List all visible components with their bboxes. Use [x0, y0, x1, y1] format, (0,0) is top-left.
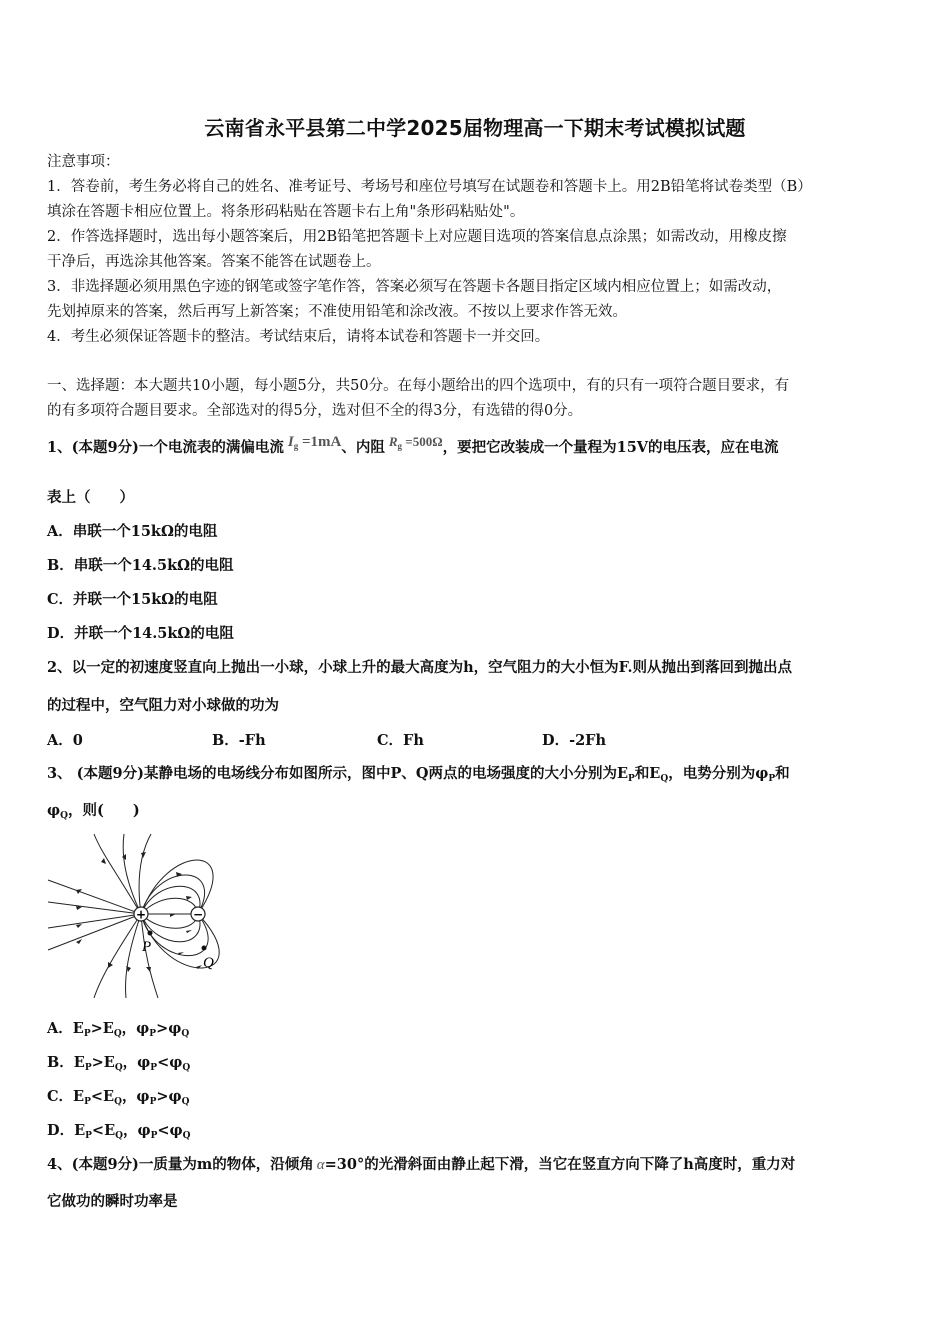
- opt-sub: Q: [181, 1097, 190, 1107]
- q1-option-d: D．并联一个14.5kΩ的电阻: [47, 625, 234, 642]
- rg-sub: g: [397, 441, 403, 451]
- opt-sub: Q: [182, 1131, 191, 1141]
- notice-line: 填涂在答题卡相应位置上。将条形码粘贴在答题卡右上角"条形码粘贴处"。: [47, 204, 525, 220]
- opt-sub: Q: [113, 1029, 122, 1039]
- opt-sep: ，φ: [122, 1054, 151, 1071]
- rg-formula: [389, 434, 443, 449]
- question-2-text-cont: 的过程中，空气阻力对小球做的功为: [47, 697, 279, 714]
- question-1-text-cont: 表上（ ）: [47, 489, 134, 506]
- opt-sub: Q: [181, 1029, 190, 1039]
- opt-label: C．: [47, 1088, 74, 1105]
- q3-option-d: [47, 1121, 907, 1146]
- notice-line: 1．答卷前，考生务必将自己的姓名、准考证号、考场号和座位号填写在试题卷和答题卡上。用2B铅笔将试卷类型（B）: [47, 179, 812, 195]
- opt-label: A．: [47, 1020, 73, 1037]
- q3-sub: P: [768, 774, 776, 784]
- q3-option-a: [47, 1019, 907, 1044]
- question-2-text: 2、以一定的初速度竖直向上抛出一小球，小球上升的最大高度为h，空气阻力的大小恒为F.则从抛出到落回到抛出点: [47, 659, 793, 676]
- ig-formula: [288, 434, 341, 450]
- q1-part1: 1、(本题9分)一个电流表的满偏电流: [47, 439, 284, 456]
- section-intro: 的有多项符合题目要求。全部选对的得5分，选对但不全的得3分，有选错的得0分。: [47, 403, 583, 419]
- question-1-text: [47, 434, 907, 462]
- notice-line: 3．非选择题必须用黑色字迹的钢笔或签字笔作答，答案必须写在答题卡各题目指定区域内相应位置上；如需改动，: [47, 279, 782, 295]
- ig-value: =1mA: [302, 434, 342, 450]
- notice-line: 4．考生必须保证答题卡的整洁。考试结束后，请将本试卷和答题卡一并交回。: [47, 329, 550, 345]
- notice-line: 2．作答选择题时，选出每小题答案后，用2B铅笔把答题卡上对应题目选项的答案信息点涂黑；如需改动，用橡皮擦: [47, 229, 787, 245]
- q4-part2: =30°的光滑斜面由静止起下滑，当它在竖直方向下降了h高度时，重力对: [324, 1156, 796, 1173]
- rg-value: =500Ω: [405, 434, 443, 449]
- opt-sub: Q: [114, 1063, 123, 1073]
- opt-sub: P: [150, 1063, 158, 1073]
- question-3-text: [47, 764, 907, 789]
- electric-field-diagram: [46, 832, 242, 1000]
- opt-sub: P: [84, 1063, 92, 1073]
- q2-option-a: A．0: [47, 732, 83, 749]
- rg-symbol: R: [388, 434, 398, 449]
- q1-part2: 、内阻: [341, 439, 385, 456]
- q2-option-d: D．-2Fh: [542, 732, 607, 749]
- q1-option-c: C．并联一个15kΩ的电阻: [47, 591, 218, 608]
- opt-rel: <E: [90, 1088, 115, 1105]
- point-p: [148, 931, 153, 936]
- q4-part1: 4、(本题9分)一质量为m的物体，沿倾角: [47, 1156, 314, 1173]
- q1-option-b: B．串联一个14.5kΩ的电阻: [47, 557, 234, 574]
- q3-option-c: [47, 1087, 907, 1112]
- opt-label: B．: [47, 1054, 74, 1071]
- opt-e: E: [74, 1122, 86, 1139]
- q3-sub: Q: [660, 774, 669, 784]
- q3-line2b: ，则( ): [67, 802, 140, 819]
- q1-option-a: A．串联一个15kΩ的电阻: [47, 523, 218, 540]
- plus-label: +: [135, 907, 147, 922]
- q3-line1: 3、 (本题9分)某静电场的电场线分布如图所示，图中P、Q两点的电场强度的大小分别为E: [47, 765, 629, 782]
- notice-line: 干净后，再选涂其他答案。答案不能答在试题卷上。: [47, 254, 381, 270]
- opt-sep: ，φ: [121, 1088, 150, 1105]
- opt-sub: P: [150, 1131, 158, 1141]
- opt-rel2: >φ: [156, 1088, 182, 1105]
- opt-sub: P: [149, 1029, 157, 1039]
- opt-sub: Q: [115, 1131, 123, 1141]
- opt-sub: P: [83, 1029, 91, 1039]
- opt-sep: ，φ: [122, 1122, 151, 1139]
- opt-rel2: <φ: [157, 1122, 183, 1139]
- page-title: 云南省永平县第二中学2025届物理高一下期末考试模拟试题: [204, 116, 746, 140]
- opt-rel: >E: [90, 1020, 114, 1037]
- opt-sub: Q: [114, 1097, 122, 1107]
- ig-symbol: I: [287, 434, 294, 450]
- q-label: Q: [203, 955, 214, 971]
- section-intro: 一、选择题：本大题共10小题，每小题5分，共50分。在每小题给出的四个选项中，有的只有一项符合题目要求，有: [47, 378, 790, 394]
- opt-rel: >E: [91, 1054, 115, 1071]
- q3-sub: Q: [60, 811, 68, 821]
- q1-part3: ，要把它改装成一个量程为15V的电压表，应在电流: [442, 439, 779, 456]
- opt-e: E: [73, 1054, 85, 1071]
- opt-sep: ，φ: [121, 1020, 150, 1037]
- opt-e: E: [72, 1020, 84, 1037]
- question-4-text-cont: 它做功的瞬时功率是: [47, 1193, 178, 1210]
- opt-sub: P: [84, 1097, 91, 1107]
- opt-sub: Q: [182, 1063, 191, 1073]
- q2-option-b: B．-Fh: [212, 732, 266, 749]
- alpha-symbol: α: [316, 1157, 325, 1173]
- question-3-text-cont: [47, 801, 907, 826]
- q2-option-c: C．Fh: [377, 732, 424, 749]
- notice-heading: 注意事项：: [47, 154, 120, 170]
- point-q: [202, 946, 207, 951]
- q3-line1c: 和: [775, 765, 790, 782]
- opt-rel2: >φ: [156, 1020, 182, 1037]
- q3-line1b: ，电势分别为φ: [668, 765, 769, 782]
- q3-option-b: [47, 1053, 907, 1078]
- opt-sub: P: [85, 1131, 92, 1141]
- q3-sub: P: [628, 774, 635, 784]
- opt-sub: P: [149, 1097, 157, 1107]
- q3-and: 和E: [634, 765, 661, 782]
- opt-rel: <E: [91, 1122, 116, 1139]
- minus-label: −: [192, 907, 204, 922]
- question-4-text: [47, 1155, 907, 1175]
- notice-line: 先划掉原来的答案，然后再写上新答案；不准使用铅笔和涂改液。不按以上要求作答无效。: [47, 304, 627, 320]
- p-label: P: [142, 939, 152, 955]
- opt-label: D．: [47, 1122, 75, 1139]
- ig-sub: g: [293, 441, 299, 451]
- q3-line2a: φ: [47, 802, 61, 819]
- opt-rel2: <φ: [157, 1054, 183, 1071]
- opt-e: E: [73, 1088, 85, 1105]
